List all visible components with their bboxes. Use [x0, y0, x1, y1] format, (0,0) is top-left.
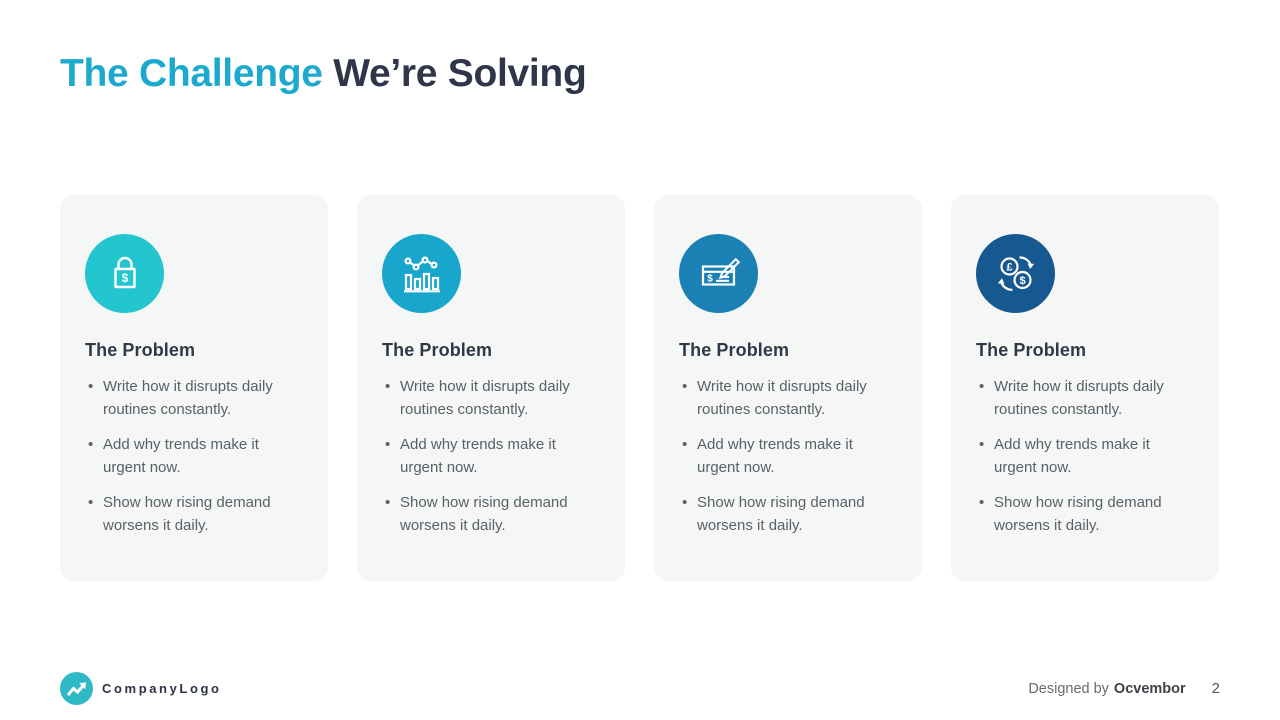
bullet-list [382, 375, 600, 537]
currency-exchange-icon [976, 234, 1055, 313]
bullet-item: • Show how rising demand worsens it daily. [382, 491, 578, 537]
title-highlight: The Challenge [60, 52, 323, 95]
footer [60, 669, 1220, 707]
page-number: 2 [1211, 679, 1220, 697]
bullet-item: • Show how rising demand worsens it daily. [679, 491, 875, 537]
problem-card-4 [951, 195, 1219, 581]
bullet-item: • Add why trends make it urgent now. [85, 433, 281, 479]
bullet-item: • Add why trends make it urgent now. [976, 433, 1172, 479]
bullet-item: • Write how it disrupts daily routines constantly. [976, 375, 1172, 421]
company-logo-text: CompanyLogo [102, 680, 222, 696]
card-heading: The Problem [382, 340, 493, 360]
bullet-item: • Write how it disrupts daily routines constantly. [85, 375, 281, 421]
dollar-glyph: $ [121, 270, 128, 285]
bullet-list [679, 375, 897, 537]
bullet-item: • Write how it disrupts daily routines constantly. [679, 375, 875, 421]
card-heading: The Problem [976, 340, 1087, 360]
dollar-glyph: $ [1018, 274, 1026, 287]
bullet-item: • Add why trends make it urgent now. [679, 433, 875, 479]
bullet-item: • Add why trends make it urgent now. [382, 433, 578, 479]
lock-dollar-icon [85, 234, 164, 313]
card-heading: The Problem [679, 340, 790, 360]
bullet-list [85, 375, 303, 537]
card-row [60, 195, 1220, 581]
designer-credit [1028, 680, 1220, 697]
title-rest: We’re Solving [333, 52, 587, 95]
check-pen-icon [679, 234, 758, 313]
designed-by-label: Designed by [1028, 680, 1109, 697]
bullet-item: • Write how it disrupts daily routines constantly. [382, 375, 578, 421]
bar-line-chart-icon [382, 234, 461, 313]
bullet-item: • Show how rising demand worsens it daily. [976, 491, 1172, 537]
problem-card-2 [357, 195, 625, 581]
pound-glyph: £ [1005, 261, 1013, 273]
problem-card-3 [654, 195, 922, 581]
designer-name: Ocvembor [1113, 680, 1186, 697]
trending-up-icon [60, 672, 93, 705]
page-title [60, 52, 586, 96]
bullet-item: • Show how rising demand worsens it daily. [85, 491, 281, 537]
dollar-glyph: $ [706, 273, 713, 284]
card-heading: The Problem [85, 340, 196, 360]
company-logo [60, 672, 222, 705]
problem-card-1 [60, 195, 328, 581]
bullet-list [976, 375, 1194, 537]
